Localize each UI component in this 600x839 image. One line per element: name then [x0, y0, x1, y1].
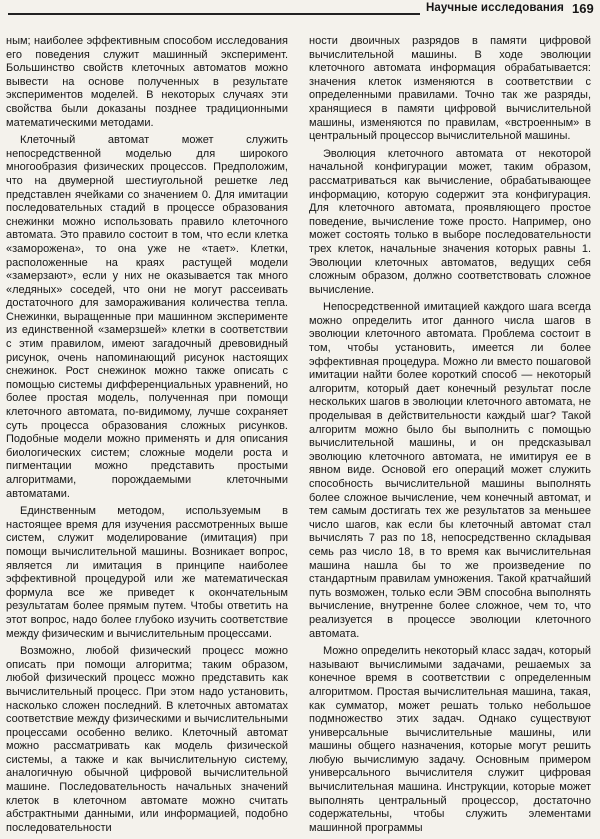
right-column — [309, 35, 591, 839]
paragraph: Можно определить некоторый класс задач, который называют вычислимыми задачами, решаемых за конечное время в соответствии с определенным алгоритмом. Простая вычислительная машина, такая, как сумматор, может решать только небольшое подмножество этих задач. Однако существуют универсальные вычислительные машины, или машины общего назначения, которые могут решить любую вычислимую задачу. Основным примером универсального вычислителя служит цифровая вычислительная машина. Инструкции, которые может выполнять центральный процессор, достаточно содержательны, чтобы служить элементами машинной программы — [309, 645, 591, 834]
page-number: 169 — [572, 1, 594, 16]
paragraph: Единственным методом, используемым в настоящее время для изучения рассмотренных выше систем, служит моделирование (имитация) при помощи вычислительной машины. Возникает вопрос, является ли имитация в принципе наиболее эффективной процедурой или же математическая формула все же приведет к окончательным результатам более прямым путем. Чтобы ответить на этот вопрос, надо более глубоко изучить соответствие между физическим и вычислительным процессами. — [6, 505, 288, 640]
running-header — [0, 0, 600, 20]
paragraph: Возможно, любой физический процесс можно описать при помощи алгоритма; таким образом, любой физический процесс можно представить как вычислительный процесс. При этом надо установить, насколько сложен последний. В клеточных автоматах соответствие между физическими и вычислительными процессами особенно велико. Клеточный автомат можно рассматривать как модель физической системы, а также и как вычислительную систему, аналогичную обычной цифровой вычислительной машине. Последовательность начальных значений клеток в клеточном автомате можно считать абстрактными данными, или информацией, подобно последовательности — [6, 645, 288, 834]
section-title: Научные исследования — [426, 2, 564, 14]
left-column — [6, 35, 288, 839]
paragraph: ности двоичных разрядов в памяти цифровой вычислительной машины. В ходе эволюции клеточного автомата информация обрабатывается: значения клеток изменяются в соответствии с определенными правилами. Точно так же разряды, хранящиеся в памяти цифровой вычислительной машины, изменяются по правилам, «встроенным» в центральный процессор вычислительной машины. — [309, 35, 591, 143]
paragraph: Непосредственной имитацией каждого шага всегда можно определить итог данного числа шагов в эволюции клеточного автомата. Проблема состоит в том, чтобы установить, имеется ли более эффективная процедура. Можно ли вместо пошаговой имитации найти более короткий способ — некоторый алгоритм, который дает конечный результат после нескольких шагов в эволюции клеточного автомата, не проделывая в действительности каждый шаг? Такой алгоритм можно было бы выполнить с помощью вычислительной машины, и он предсказывал эволюцию клеточного автомата, не имитируя ее в явном виде. Основой его операций может служить способность вычислительной машины выполнять более сложное вычисление, чем конечный автомат, и тем самым достигать тех же результатов за меньшее число шагов, как если бы клеточный автомат стал вычислять 7 раз по 18, непосредственно складывая семь раз число 18, в то время как вычислительная машина нашла бы то же произведение по стандартным правилам умножения. Такой кратчайший путь возможен, только если ЭВМ способна выполнять вычисление, внутренне более сложное, чем то, что реализуется в процессе эволюции клеточного автомата. — [309, 301, 591, 640]
paragraph: ным; наиболее эффективным способом исследования его поведения служит машинный эксперимент. Большинство свойств клеточных автоматов можно вывести на основе полученных в результате экспериментов моделей. В некоторых случаях эти свойства были доказаны позднее традиционными математическими методами. — [6, 35, 288, 129]
paragraph: Клеточный автомат может служить непосредственной моделью для широкого многообразия физических процессов. Предположим, что на двумерной шестиугольной решетке лед представлен ячейками со значением 0. Для имитации последовательных стадий в процессе образования снежинки можно использовать правило клеточного автомата. Это правило состоит в том, что если клетка «заморожена», то она уже не «тает». Клетки, расположенные на краях растущей модели «замерзают», если у них не оказывается так много «ледяных» соседей, что они не могут рассеивать достаточного для замораживания количества тепла. Снежинки, выращенные при машинном эксперименте из единственной «замерзшей» клетки в соответствии с этим правилом, имеют загадочный древовидный рисунок, очень напоминающий рисунок настоящих снежинок. Рост снежинок можно также описать с помощью системы дифференциальных уравнений, но более простая модель, полученная при помощи клеточного автомата, по-видимому, лучше сохраняет суть процесса образования сложных рисунков. Подобные модели можно применять и для описания биологических систем; сложные модели роста и пигментации можно представить простыми алгоритмами, порождаемыми клеточными автоматами. — [6, 134, 288, 500]
header-rule — [8, 13, 420, 15]
paragraph: Эволюция клеточного автомата от некоторой начальной конфигурации может, таким образом, рассматриваться как вычисление, обрабатывающее информацию, которую содержит эта конфигурация. Для клеточного автомата, проявляющего простое поведение, вычисление тоже просто. Например, оно может состоять только в выборе последовательности трех клеток, начальные значения которых равны 1. Эволюции клеточных автоматов, ведущих себя сложным образом, должно соответствовать сложное вычисление. — [309, 147, 591, 296]
